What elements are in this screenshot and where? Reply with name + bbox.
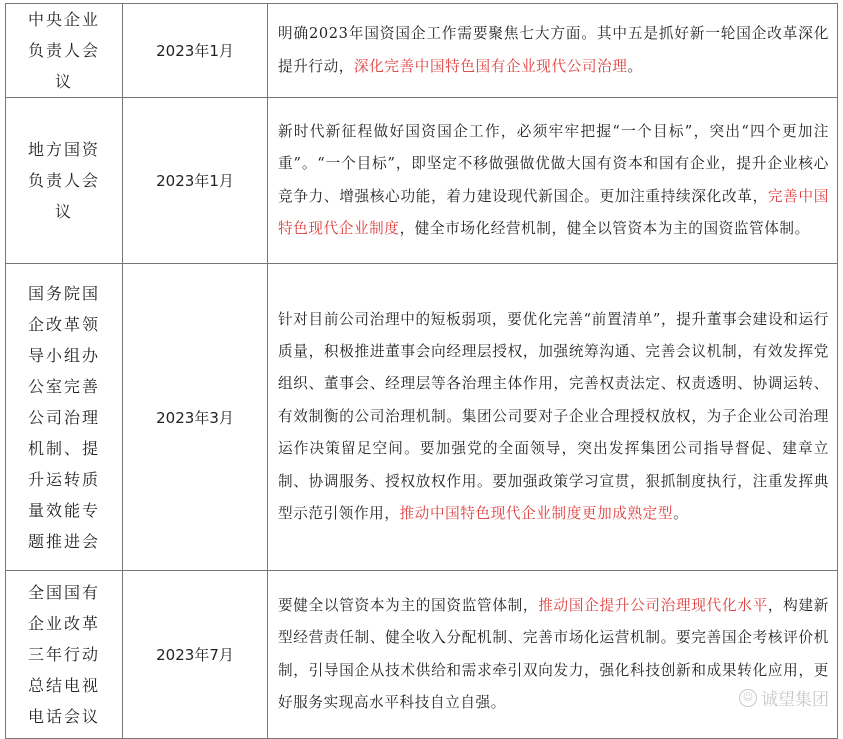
table-row [6,98,838,264]
content-text: 明确2023年国资国企工作需要聚焦七大方面。其中五是抓好新一轮国企改革深化提升行动， [278,25,829,75]
content-text: 。 [627,57,643,75]
content-text: 新时代新征程做好国资国企工作，必须牢牢把握“一个目标”，突出“四个更加注重”。“一个目标”，即坚定不移做强做优做大国有资本和国有企业，提升企业核心竞争力、增强核心功能，着力建设现代新国企。更加注重持续深化改革， [278,122,829,205]
content-text: ，健全市场化经营机制，健全以管资本为主的国资监管体制。 [399,219,810,237]
meeting-content [268,98,838,264]
table-row [6,571,838,739]
table-row [6,264,838,571]
content-text: 要健全以管资本为主的国资监管体制， [278,596,539,614]
meeting-date: 2023年1月 [123,98,268,264]
meeting-name: 中央企业负责人会议 [6,4,123,98]
meeting-date: 2023年1月 [123,4,268,98]
content-text: 。 [673,505,689,523]
highlight-text: 推动中国特色现代企业制度更加成熟定型 [399,505,674,523]
meeting-content [268,4,838,98]
table-row [6,4,838,98]
content-text: 针对目前公司治理中的短板弱项，要优化完善“前置清单”，提升董事会建设和运行质量，积极推进董事会向经理层授权，加强统筹沟通、完善会议机制，有效发挥党组织、董事会、经理层等各治理主体作用，完善权责法定、权责透明、协调运转、有效制衡的公司治理机制。集团公司要对子企业合理授权放权，为子企业公司治理运作决策留足空间。要加强党的全面领导，突出发挥集团公司指导督促、建章立制、协调服务、授权放权作用。要加强政策学习宣贯，狠抓制度执行，注重发挥典型示范引领作用， [278,310,829,523]
meeting-name: 全国国有企业改革三年行动总结电视电话会议 [6,571,123,739]
highlight-text: 完善中国特色现代企业制度 [278,187,829,237]
brand-logo-icon: ☺ [739,689,757,707]
meeting-content [268,264,838,571]
highlight-text: 推动国企提升公司治理现代化水平 [538,596,768,614]
meeting-name: 国务院国企改革领导小组办公室完善公司治理机制、提升运转质量效能专题推进会 [6,264,123,571]
content-text: ，构建新型经营责任制、健全收入分配机制、完善市场化运营机制。要完善国企考核评价机制，引导国企从技术供给和需求牵引双向发力，强化科技创新和成果转化应用，更好服务实现高水平科技自立自强。 [278,596,829,711]
highlight-text: 深化完善中国特色国有企业现代公司治理 [353,57,628,75]
watermark-text: 诚望集团 [761,690,829,710]
meeting-date: 2023年7月 [123,571,268,739]
meeting-name: 地方国资负责人会议 [6,98,123,264]
meeting-content [268,571,838,739]
meeting-date: 2023年3月 [123,264,268,571]
policy-table [5,3,838,739]
watermark [739,685,829,710]
